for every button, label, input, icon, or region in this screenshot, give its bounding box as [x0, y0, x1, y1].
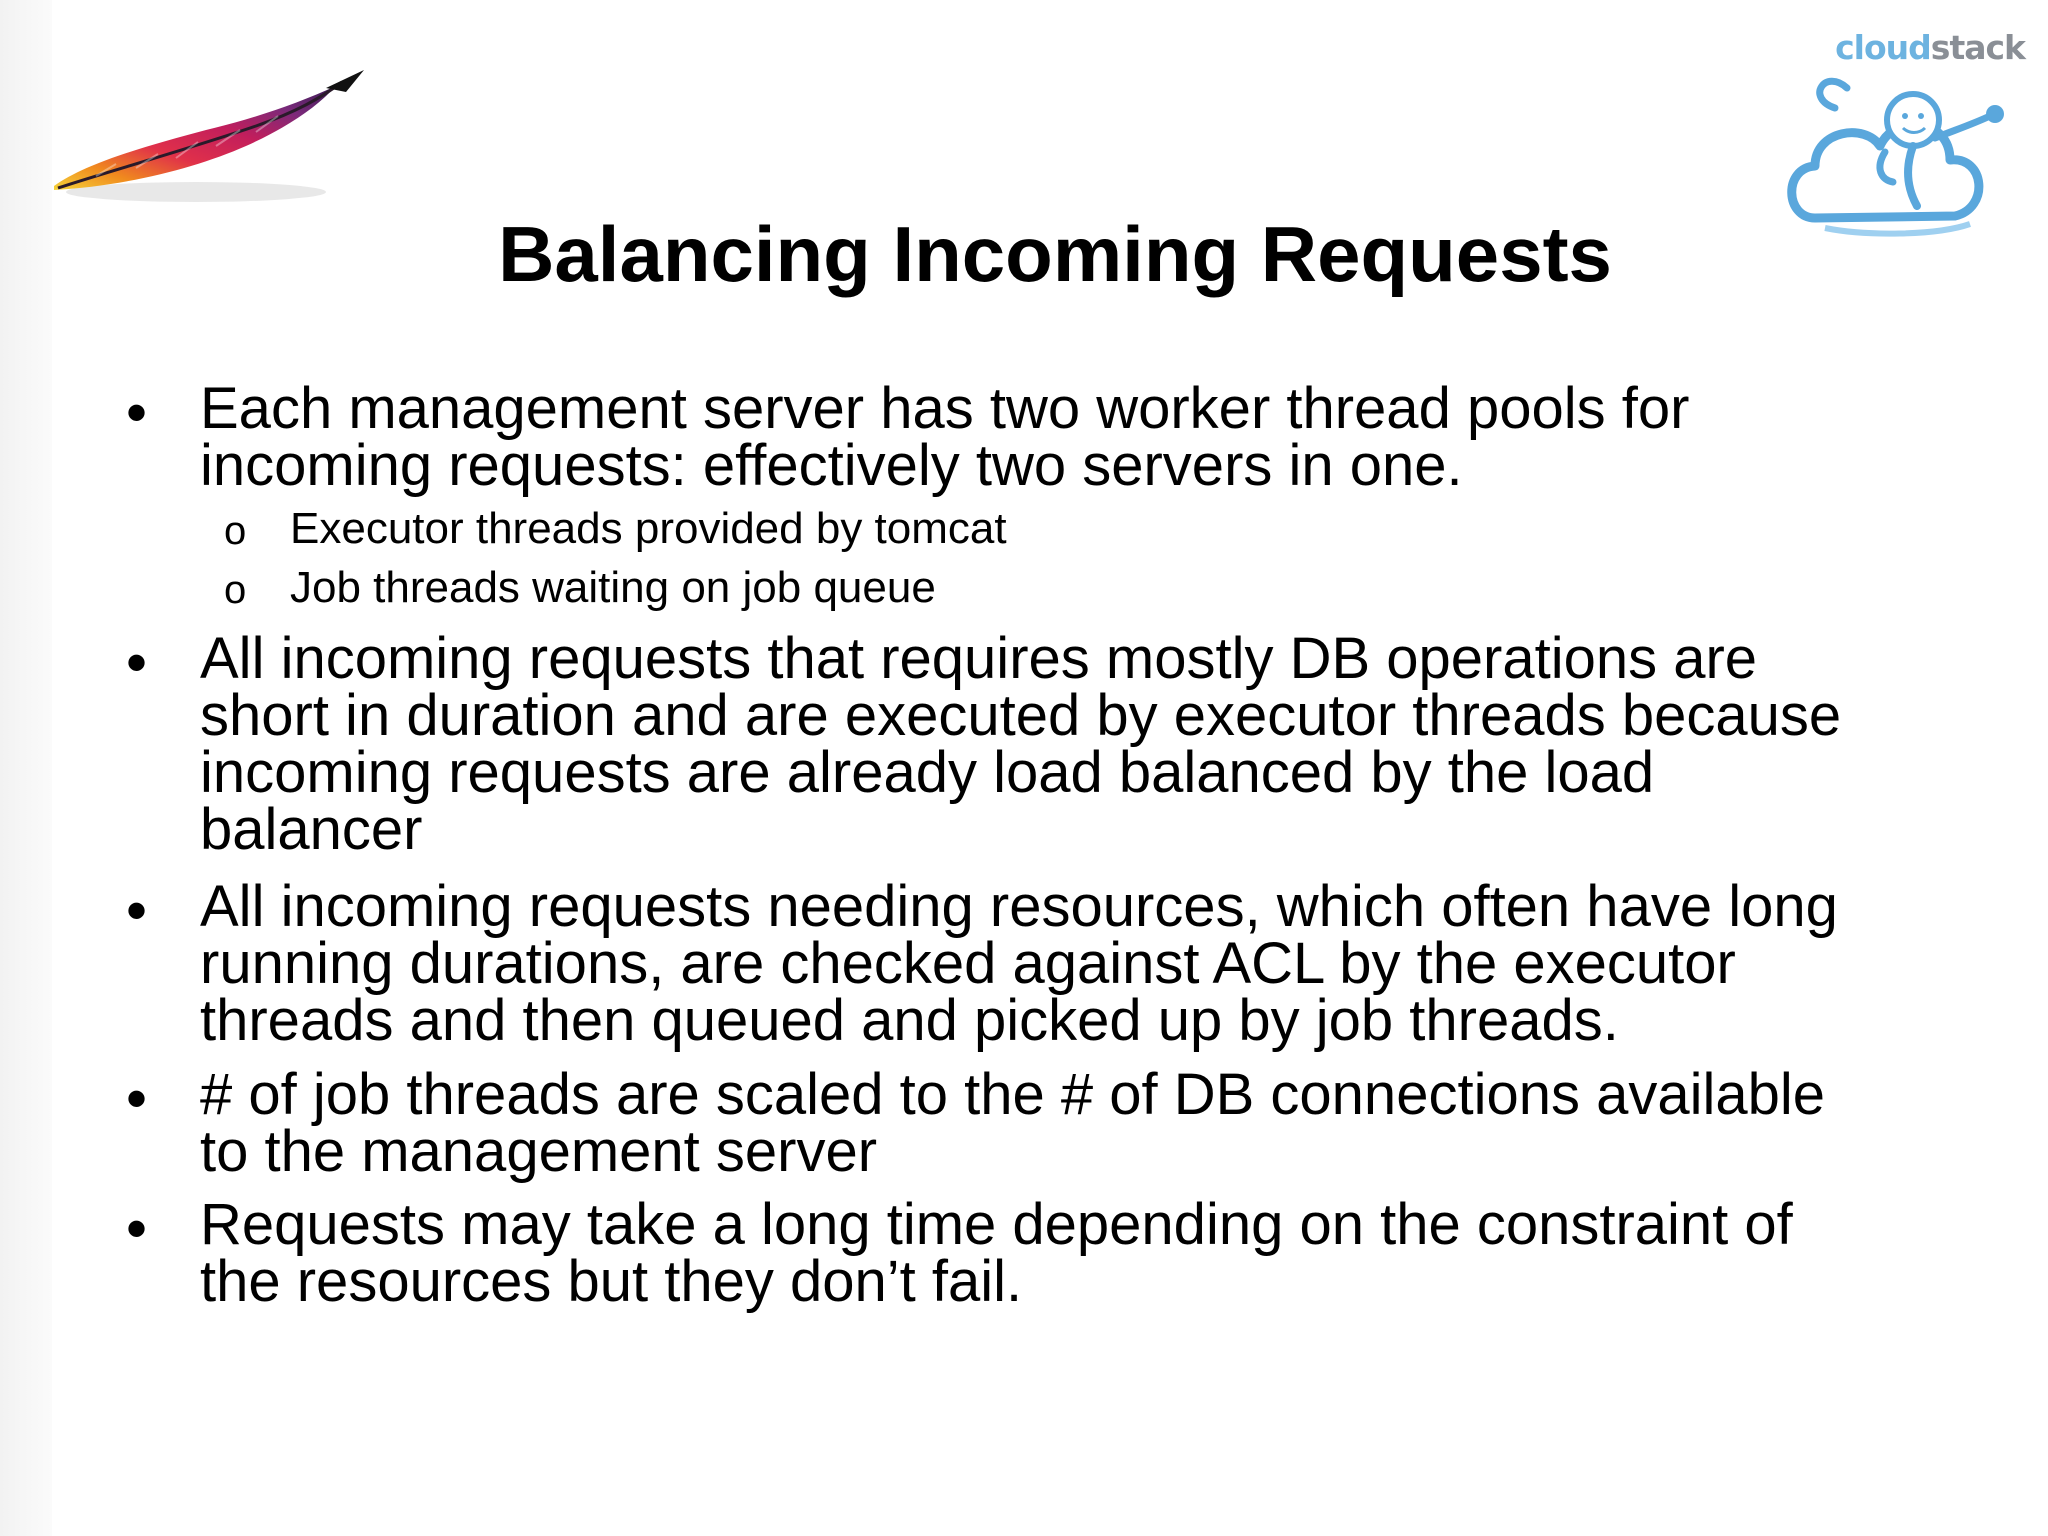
slide-title: Balancing Incoming Requests	[498, 210, 1612, 298]
bullet-line: short in duration and are executed by executor threads because	[200, 683, 1842, 748]
bullet-marker: •	[126, 1195, 148, 1262]
subbullet-text: Job threads waiting on job queue	[290, 563, 936, 612]
logo-word-cloud: cloud	[1835, 28, 1931, 67]
logo-word-stack: stack	[1930, 28, 2025, 67]
bullet-item	[126, 626, 1940, 862]
subbullet-marker: o	[224, 509, 247, 553]
subbullet-item	[224, 502, 1690, 556]
bullet-line: the resources but they don’t fail.	[200, 1249, 1023, 1314]
bullet-marker: •	[126, 1065, 148, 1132]
bullet-item	[126, 874, 1940, 1053]
cloudstack-wordmark	[1785, 28, 2025, 68]
bullet-marker: •	[126, 379, 148, 446]
bullet-item	[126, 1192, 1940, 1314]
bullet-line: incoming requests are already load balanced by the load	[200, 740, 1655, 805]
bullet-line: balancer	[200, 797, 423, 862]
bullet-line: running durations, are checked against ACL by the executor	[200, 931, 1736, 996]
subbullet-text: Executor threads provided by tomcat	[290, 504, 1007, 553]
bullet-line: Each management server has two worker thread pools for	[200, 376, 1690, 441]
subbullet-item	[224, 561, 1690, 615]
bullet-line: threads and then queued and picked up by job threads.	[200, 988, 1619, 1053]
bullet-marker: •	[126, 629, 148, 696]
bullet-line: All incoming requests needing resources, which often have long	[200, 874, 1838, 939]
bullet-marker: •	[126, 877, 148, 944]
bullet-item	[126, 1062, 1940, 1184]
bullet-line: incoming requests: effectively two servers in one.	[200, 433, 1463, 498]
bullet-line: Requests may take a long time depending on the constraint of	[200, 1192, 1793, 1257]
bullet-line: to the management server	[200, 1119, 878, 1184]
apache-feather-icon	[46, 68, 376, 218]
bullet-item	[126, 376, 1940, 498]
bullet-line: # of job threads are scaled to the # of DB connections available	[200, 1062, 1826, 1127]
bullet-line: All incoming requests that requires mostly DB operations are	[200, 626, 1758, 691]
subbullet-marker: o	[224, 568, 247, 612]
